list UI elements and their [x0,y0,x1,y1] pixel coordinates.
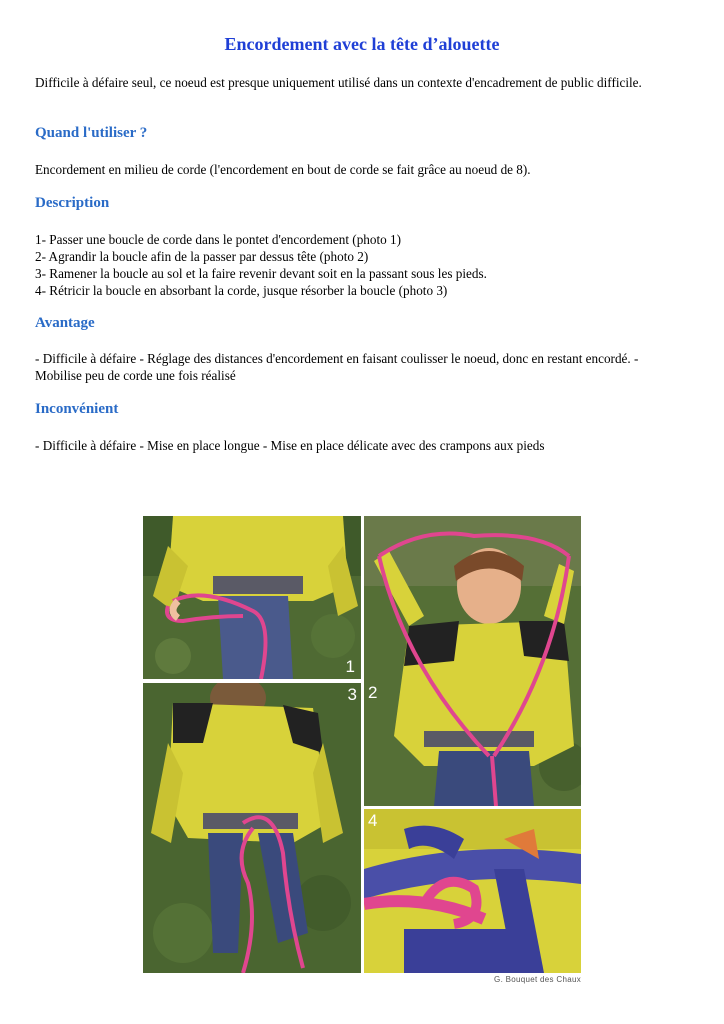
heading-advantage: Avantage [35,315,95,331]
advantage-paragraph: - Difficile à défaire - Réglage des distances d'encordement en faisant coulisser le noeud, donc en restant encordé. - Mobilise peu de corde une fois réalisé [35,351,639,383]
step-1: 1- Passer une boucle de corde dans le pontet d'encordement (photo 1) [35,232,402,247]
page-title: Encordement avec la tête d’alouette [224,34,500,54]
photo-collage [143,516,581,986]
photo-label-1: 1 [345,657,355,676]
intro-paragraph: Difficile à défaire seul, ce noeud est presque uniquement utilisé dans un contexte d'encadrement de public difficile. [35,75,642,90]
photo-credit: G. Bouquet des Chaux [494,975,581,984]
step-4: 4- Rétricir la boucle en absorbant la corde, jusque résorber la boucle (photo 3) [35,283,448,298]
photo-label-4: 4 [368,811,378,830]
description-steps [35,231,675,299]
heading-drawback: Inconvénient [35,401,119,417]
photo-label-2: 2 [368,683,378,702]
step-2: 2- Agrandir la boucle afin de la passer par dessus tête (photo 2) [35,249,369,264]
photo-label-3: 3 [347,685,357,704]
heading-when: Quand l'utiliser ? [35,125,148,141]
heading-description: Description [35,195,110,211]
drawback-paragraph: - Difficile à défaire - Mise en place longue - Mise en place délicate avec des crampons aux pieds [35,438,545,453]
when-paragraph: Encordement en milieu de corde (l'encordement en bout de corde se fait grâce au noeud de 8). [35,162,531,177]
photo-3 [143,683,361,973]
step-3: 3- Ramener la boucle au sol et la faire revenir devant soit en la passant sous les pieds. [35,266,487,281]
photo-1 [143,516,361,679]
photo-2 [364,516,581,806]
photo-4 [364,809,581,973]
